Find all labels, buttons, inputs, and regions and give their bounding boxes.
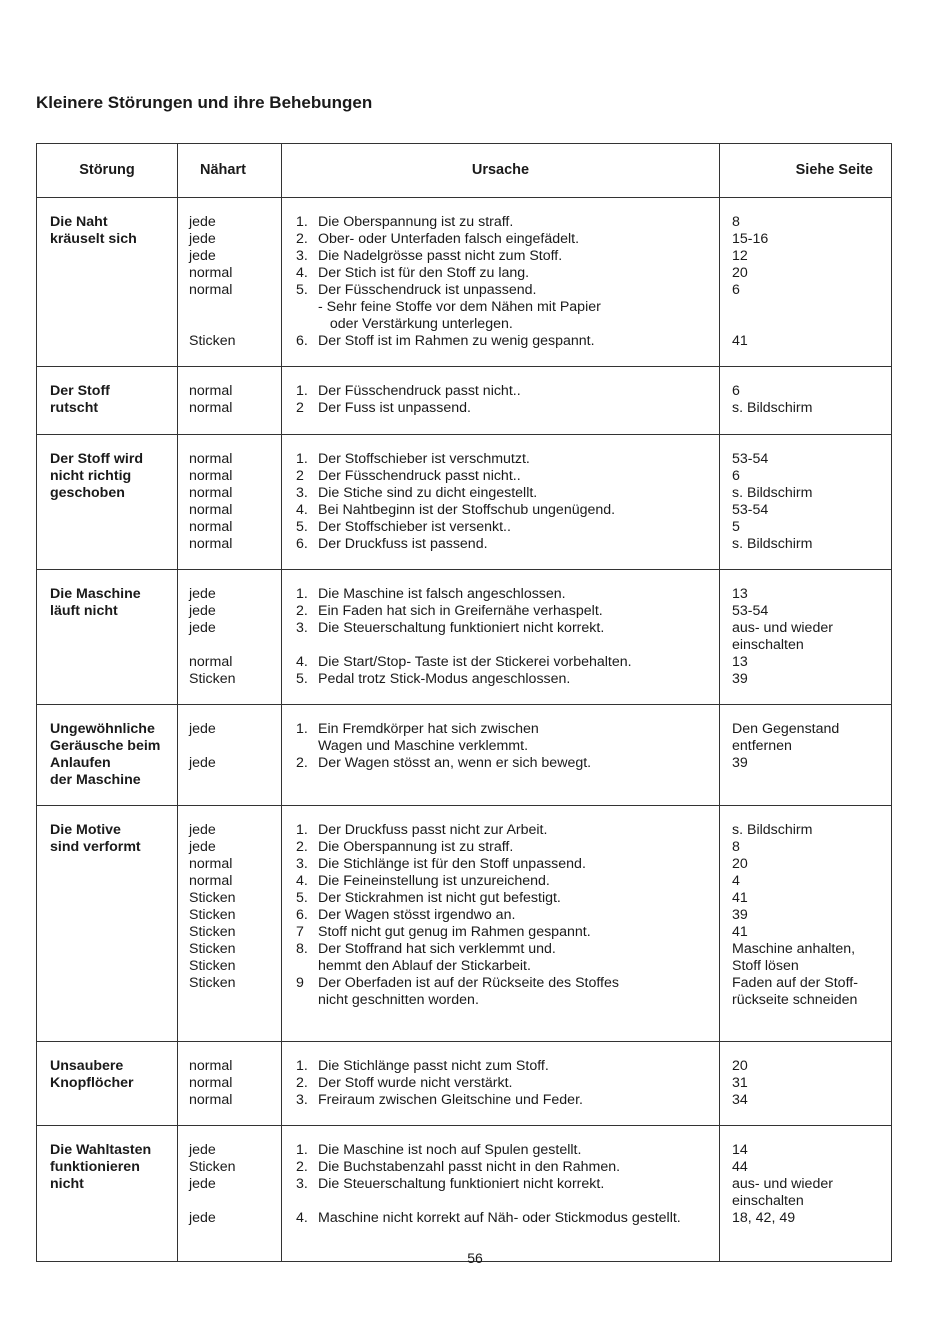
page-reference: 41 [732,333,748,349]
cause-line [296,214,719,231]
page-reference: Stoff lösen [732,958,799,974]
cause-text: Die Start/Stop- Taste ist der Stickerei vorbehalten. [318,654,632,670]
cause-line [296,992,719,1009]
cause-text: Die Feineinstellung ist unzureichend. [318,873,550,889]
table-row [37,806,892,1042]
cause-line [296,299,719,316]
mode-cell [178,435,282,570]
fault-text: Geräusche beim [50,738,161,754]
cause-text: Der Stickrahmen ist nicht gut befestigt. [318,890,561,906]
cause-line [296,637,719,654]
page-reference: 4 [732,873,740,889]
page-reference: Faden auf der Stoff- [732,975,858,991]
cause-line [296,1159,719,1176]
sewing-mode: jede [189,1210,216,1226]
page-ref-cell [720,435,892,570]
fault-text: Ungewöhnliche [50,721,155,737]
cause-line [296,586,719,603]
cause-text: Der Wagen stösst an, wenn er sich bewegt. [318,755,592,771]
cause-line [296,333,719,350]
page-reference: 6 [732,282,740,298]
cause-number: 9 [296,975,304,991]
page-reference: 20 [732,1058,748,1074]
fault-text: Knopflöcher [50,1075,134,1091]
cause-line [296,1058,719,1075]
sewing-mode [189,637,281,654]
cause-number: 6. [296,907,308,923]
sewing-mode: normal [189,873,233,889]
cause-number: 1. [296,586,308,602]
cause-text: Der Wagen stösst irgendwo an. [318,907,516,923]
cause-number: 1. [296,383,308,399]
cause-text: Der Stoff ist im Rahmen zu wenig gespannt. [318,333,595,349]
cause-number: 1. [296,1142,308,1158]
cause-number: 7 [296,924,304,940]
page-reference: s. Bildschirm [732,822,813,838]
cause-number: 6. [296,536,308,552]
page-reference: 15-16 [732,231,769,247]
cause-line [296,856,719,873]
cause-number: 3. [296,1092,308,1108]
cause-cell [282,198,720,367]
cause-line [296,958,719,975]
cause-number: 2 [296,468,304,484]
page-reference: 39 [732,907,748,923]
sewing-mode: normal [189,485,233,501]
cause-text: Ein Fremdkörper hat sich zwischen [318,721,539,737]
cause-text: Pedal trotz Stick-Modus angeschlossen. [318,671,571,687]
page-reference: Den Gegenstand [732,721,840,737]
cause-line [296,873,719,890]
cause-number: 1. [296,822,308,838]
cause-text: Der Stoffschieber ist verschmutzt. [318,451,530,467]
fault-text: kräuselt sich [50,231,137,247]
mode-cell [178,367,282,435]
sewing-mode [189,738,281,755]
cause-line [296,671,719,688]
sewing-mode: normal [189,654,233,670]
cause-cell [282,705,720,806]
fault-text: Die Maschine [50,586,141,602]
sewing-mode: normal [189,856,233,872]
page-ref-cell [720,1042,892,1126]
sewing-mode: Sticken [189,890,236,906]
sewing-mode: normal [189,1092,233,1108]
cause-line [296,1075,719,1092]
cause-number: 6. [296,333,308,349]
page-reference: 5 [732,519,740,535]
page-number: 56 [467,1250,483,1266]
header-fault: Störung [37,144,178,198]
sewing-mode: normal [189,1058,233,1074]
sewing-mode: jede [189,721,216,737]
cause-line [296,603,719,620]
cause-line [296,468,719,485]
cause-line [296,383,719,400]
mode-cell [178,1042,282,1126]
page-reference [732,316,891,333]
cause-line [296,620,719,637]
cause-cell [282,435,720,570]
page-reference: 6 [732,383,740,399]
page-reference: 53-54 [732,603,769,619]
cause-line [296,907,719,924]
cause-number: 4. [296,654,308,670]
sewing-mode: jede [189,1142,216,1158]
cause-line [296,248,719,265]
cause-line [296,1210,719,1227]
cause-text: Der Stich ist für den Stoff zu lang. [318,265,530,281]
cause-line [296,890,719,907]
cause-text: Der Stoff wurde nicht verstärkt. [318,1075,513,1091]
header-mode: Nähart [178,144,282,198]
page-title: Kleinere Störungen und ihre Behebungen [36,93,373,112]
fault-text: sind verformt [50,839,141,855]
table-row [37,435,892,570]
cause-line [296,975,719,992]
page-reference: 39 [732,671,748,687]
page-reference: entfernen [732,738,792,754]
page-reference: 31 [732,1075,748,1091]
page-reference: 53-54 [732,451,769,467]
page-reference: 39 [732,755,748,771]
page-reference: Maschine anhalten, [732,941,856,957]
sewing-mode [189,992,281,1009]
mode-cell [178,198,282,367]
fault-text: nicht richtig [50,468,132,484]
cause-line [296,1176,719,1193]
page-reference: 41 [732,890,748,906]
fault-text: läuft nicht [50,603,118,619]
mode-cell [178,1126,282,1262]
cause-number: 2. [296,231,308,247]
cause-number: 4. [296,265,308,281]
cause-number: 2. [296,755,308,771]
cause-line [296,941,719,958]
sewing-mode: jede [189,214,216,230]
sewing-mode: jede [189,822,216,838]
page-reference: 53-54 [732,502,769,518]
page-reference: einschalten [732,637,804,653]
cause-text: Die Buchstabenzahl passt nicht in den Rahmen. [318,1159,621,1175]
fault-cell [37,435,178,570]
fault-text: Anlaufen [50,755,111,771]
cause-number: 3. [296,248,308,264]
sewing-mode: Sticken [189,1159,236,1175]
fault-text: Die Naht [50,214,108,230]
cause-text: Der Stoffschieber ist versenkt.. [318,519,511,535]
sewing-mode: jede [189,755,216,771]
cause-number: 1. [296,721,308,737]
sewing-mode: jede [189,603,216,619]
cause-text: Die Steuerschaltung funktioniert nicht korrekt. [318,620,605,636]
sewing-mode [189,1193,281,1210]
cause-text: - Sehr feine Stoffe vor dem Nähen mit Papier [318,299,601,315]
fault-cell [37,1126,178,1262]
cause-text: Der Füsschendruck passt nicht.. [318,468,521,484]
page-reference: s. Bildschirm [732,400,813,416]
cause-text: Der Stoffrand hat sich verklemmt und. [318,941,556,957]
cause-line [296,502,719,519]
page-reference: einschalten [732,1193,804,1209]
cause-number: 3. [296,620,308,636]
sewing-mode: normal [189,519,233,535]
page-reference: 8 [732,839,740,855]
sewing-mode: jede [189,620,216,636]
sewing-mode: jede [189,839,216,855]
sewing-mode: Sticken [189,333,236,349]
sewing-mode: Sticken [189,958,236,974]
fault-text: geschoben [50,485,125,501]
page-reference: 6 [732,468,740,484]
table-row [37,705,892,806]
cause-cell [282,806,720,1042]
fault-text: Der Stoff wird [50,451,144,467]
table-row [37,367,892,435]
cause-number: 2. [296,1075,308,1091]
cause-line [296,1193,719,1210]
cause-text: Die Maschine ist falsch angeschlossen. [318,586,566,602]
cause-number: 2. [296,1159,308,1175]
cause-number: 3. [296,856,308,872]
page-ref-cell [720,1126,892,1262]
cause-text: Die Stiche sind zu dicht eingestellt. [318,485,538,501]
cause-line [296,282,719,299]
troubleshooting-table [36,143,892,1262]
fault-text: rutscht [50,400,99,416]
fault-cell [37,367,178,435]
cause-number: 1. [296,451,308,467]
sewing-mode: normal [189,265,233,281]
cause-text: Die Steuerschaltung funktioniert nicht korrekt. [318,1176,605,1192]
sewing-mode: normal [189,451,233,467]
cause-line [296,822,719,839]
cause-text: Die Stichlänge ist für den Stoff unpassend. [318,856,586,872]
table-row [37,570,892,705]
page-reference: 44 [732,1159,748,1175]
sewing-mode: jede [189,1176,216,1192]
sewing-mode: Sticken [189,924,236,940]
sewing-mode: normal [189,400,233,416]
cause-number: 4. [296,873,308,889]
page-reference: s. Bildschirm [732,536,813,552]
cause-text: Die Stichlänge passt nicht zum Stoff. [318,1058,549,1074]
page-reference: 20 [732,856,748,872]
cause-text: hemmt den Ablauf der Stickarbeit. [318,958,531,974]
sewing-mode: normal [189,1075,233,1091]
page-ref-cell [720,198,892,367]
page-reference [732,299,891,316]
page-ref-cell [720,705,892,806]
sewing-mode: normal [189,383,233,399]
table-header-row [37,144,892,198]
cause-text: Maschine nicht korrekt auf Näh- oder Stickmodus gestellt. [318,1210,681,1226]
sewing-mode: normal [189,468,233,484]
sewing-mode: jede [189,231,216,247]
cause-text: Wagen und Maschine verklemmt. [318,738,529,754]
cause-line [296,654,719,671]
cause-text: nicht geschnitten worden. [318,992,479,1008]
cause-number: 2 [296,400,304,416]
fault-text: Unsaubere [50,1058,124,1074]
page-reference: 34 [732,1092,748,1108]
page-reference: 13 [732,654,748,670]
cause-text: Der Fuss ist unpassend. [318,400,471,416]
cause-line [296,738,719,755]
cause-line [296,1092,719,1109]
sewing-mode [189,299,281,316]
mode-cell [178,705,282,806]
cause-text: Freiraum zwischen Gleitschine und Feder. [318,1092,583,1108]
cause-text: Die Oberspannung ist zu straff. [318,839,514,855]
cause-text: Bei Nahtbeginn ist der Stoffschub ungenügend. [318,502,616,518]
cause-text: Stoff nicht gut genug im Rahmen gespannt. [318,924,591,940]
cause-number: 2. [296,603,308,619]
cause-text: Der Oberfaden ist auf der Rückseite des Stoffes [318,975,619,991]
table-body [37,198,892,1262]
page-ref-cell [720,570,892,705]
page-reference: 41 [732,924,748,940]
page-reference: 12 [732,248,748,264]
cause-text: Der Druckfuss ist passend. [318,536,488,552]
cause-line [296,265,719,282]
cause-number: 5. [296,671,308,687]
cause-line [296,924,719,941]
page-reference: 14 [732,1142,748,1158]
fault-cell [37,1042,178,1126]
cause-number: 1. [296,1058,308,1074]
table-row [37,1042,892,1126]
cause-number: 5. [296,282,308,298]
cause-number: 5. [296,519,308,535]
fault-text: funktionieren [50,1159,140,1175]
sewing-mode: jede [189,248,216,264]
cause-text: Ober- oder Unterfaden falsch eingefädelt. [318,231,580,247]
page-reference: 20 [732,265,748,281]
cause-number: 1. [296,214,308,230]
cause-line [296,1142,719,1159]
cause-cell [282,1042,720,1126]
header-cause: Ursache [282,144,720,198]
cause-text: Ein Faden hat sich in Greifernähe verhaspelt. [318,603,603,619]
sewing-mode: Sticken [189,941,236,957]
page-reference: 13 [732,586,748,602]
cause-number: 4. [296,502,308,518]
page-reference: aus- und wieder [732,1176,833,1192]
fault-cell [37,806,178,1042]
page-reference: rückseite schneiden [732,992,858,1008]
page-reference: 18, 42, 49 [732,1210,796,1226]
mode-cell [178,570,282,705]
cause-text: Die Oberspannung ist zu straff. [318,214,514,230]
cause-number: 4. [296,1210,308,1226]
cause-line [296,485,719,502]
fault-cell [37,198,178,367]
table-row [37,198,892,367]
sewing-mode: normal [189,536,233,552]
cause-line [296,400,719,417]
cause-number: 5. [296,890,308,906]
cause-number: 8. [296,941,308,957]
cause-cell [282,1126,720,1262]
cause-text: Der Druckfuss passt nicht zur Arbeit. [318,822,548,838]
cause-line [296,316,719,333]
cause-line [296,536,719,553]
fault-text: der Maschine [50,772,141,788]
cause-text: Die Nadelgrösse passt nicht zum Stoff. [318,248,563,264]
cause-number: 2. [296,839,308,855]
page-ref-cell [720,806,892,1042]
cause-line [296,755,719,772]
sewing-mode: normal [189,282,233,298]
cause-line [296,519,719,536]
cause-text: Die Maschine ist noch auf Spulen gestellt. [318,1142,582,1158]
sewing-mode [189,316,281,333]
cause-cell [282,570,720,705]
sewing-mode: Sticken [189,671,236,687]
fault-text: nicht [50,1176,84,1192]
page-ref-cell [720,367,892,435]
fault-cell [37,705,178,806]
cause-text: Der Füsschendruck passt nicht.. [318,383,521,399]
cause-line [296,721,719,738]
cause-line [296,231,719,248]
header-page: Siehe Seite [720,144,892,198]
cause-text: Der Füsschendruck ist unpassend. [318,282,537,298]
cause-line [296,451,719,468]
mode-cell [178,806,282,1042]
sewing-mode: jede [189,586,216,602]
page-reference: s. Bildschirm [732,485,813,501]
page-reference: aus- und wieder [732,620,833,636]
fault-cell [37,570,178,705]
sewing-mode: normal [189,502,233,518]
cause-line [296,839,719,856]
cause-text: oder Verstärkung unterlegen. [318,316,513,332]
table-row [37,1126,892,1262]
page-reference: 8 [732,214,740,230]
fault-text: Die Wahltasten [50,1142,152,1158]
cause-cell [282,367,720,435]
fault-text: Der Stoff [50,383,110,399]
cause-number: 3. [296,485,308,501]
sewing-mode: Sticken [189,975,236,991]
sewing-mode: Sticken [189,907,236,923]
cause-number: 3. [296,1176,308,1192]
fault-text: Die Motive [50,822,121,838]
